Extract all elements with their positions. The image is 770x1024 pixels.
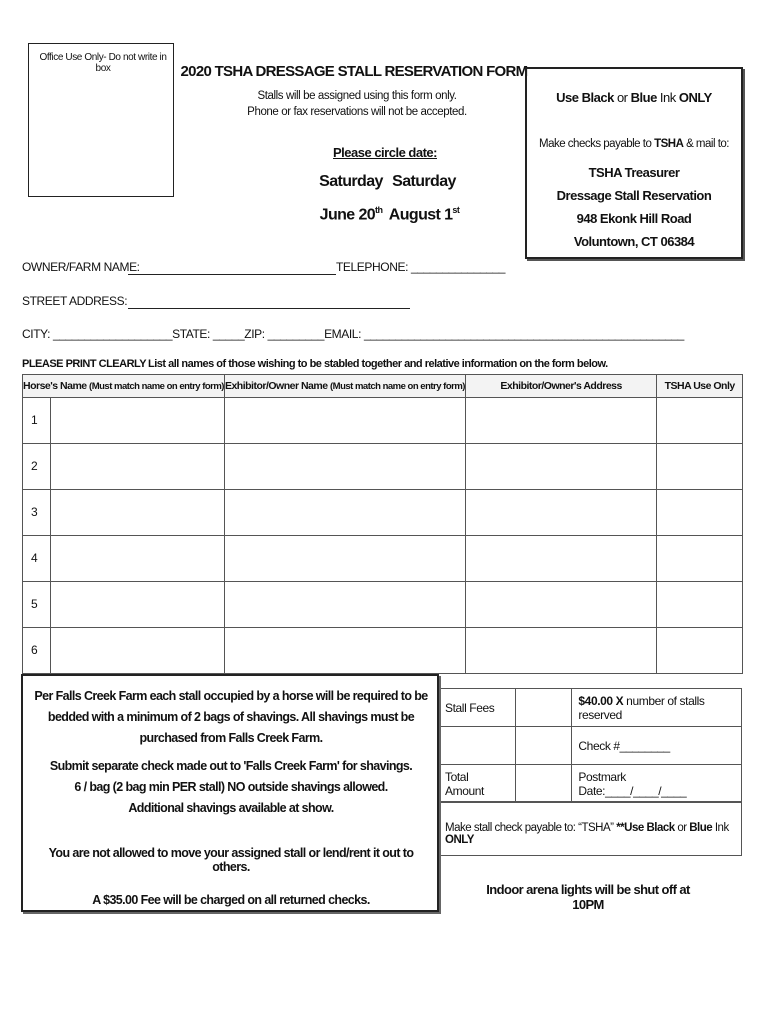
row-number-divider <box>50 444 51 489</box>
owner-farm-field[interactable] <box>128 274 336 275</box>
exhibitor-address-cell[interactable] <box>465 628 656 674</box>
date1-day: Saturday <box>319 173 383 190</box>
table-row <box>23 536 743 582</box>
date-option-june[interactable] <box>312 168 390 229</box>
exhibitor-address-cell[interactable] <box>465 582 656 628</box>
horse-name-cell[interactable] <box>23 582 225 628</box>
policy-line-b: 6 / bag (2 bag min PER stall) NO outside shavings allowed. <box>74 780 388 794</box>
table-row <box>23 582 743 628</box>
circle-date-label: Please circle date: <box>333 145 437 160</box>
shavings-policy-box <box>21 674 439 912</box>
address-line-3: 948 Ekonk Hill Road <box>576 211 692 226</box>
row-number: 3 <box>31 505 38 519</box>
date2-date: August 1st <box>388 205 460 224</box>
stall-fees-label: Stall Fees <box>439 689 516 727</box>
address-line-2: Dressage Stall Reservation <box>556 188 712 203</box>
fee-row-stall <box>439 689 742 727</box>
exhibitor-name-cell[interactable] <box>224 536 465 582</box>
row-number: 2 <box>31 459 38 473</box>
fee-row-check <box>439 727 742 765</box>
check-blank-2 <box>515 727 572 765</box>
exhibitor-address-cell[interactable] <box>465 490 656 536</box>
row-number: 1 <box>31 413 38 427</box>
policy-line-c: Additional shavings available at show. <box>128 801 334 815</box>
policy-returned-checks: A $35.00 Fee will be charged on all returned checks. <box>92 893 370 907</box>
horse-name-cell[interactable] <box>23 398 225 444</box>
date1-date: June 20th <box>319 205 383 224</box>
address-line-4: Voluntown, CT 06384 <box>573 234 695 249</box>
office-use-label: Office Use Only- Do not write in box <box>39 52 167 74</box>
total-amount-field[interactable] <box>515 765 572 803</box>
date-option-august[interactable] <box>384 168 464 229</box>
exhibitor-name-cell[interactable] <box>224 628 465 674</box>
row-number: 6 <box>31 643 38 657</box>
owner-farm-label: OWNER/FARM NAME: <box>22 260 140 274</box>
tsha-use-cell <box>657 444 743 490</box>
print-clearly-note: PLEASE PRINT CLEARLY <box>22 358 147 370</box>
stall-fees-price[interactable]: $40.00 X number of stalls reserved <box>572 689 742 727</box>
arena-lights-note: Indoor arena lights will be shut off at 10PM <box>486 882 690 912</box>
col-exhibitor-name: Exhibitor/Owner Name (Must match name on entry form) <box>224 375 465 398</box>
subtitle-line-2: Phone or fax reservations will not be accepted. <box>247 106 467 118</box>
city-state-zip-email-field[interactable]: CITY: ___________________STATE: _____ZIP: _________EMAIL: ___________________________________________________ <box>22 327 684 341</box>
exhibitor-address-cell[interactable] <box>465 444 656 490</box>
tsha-use-cell <box>657 398 743 444</box>
horse-name-cell[interactable] <box>23 628 225 674</box>
stall-check-note: Make stall check payable to: “TSHA” **Use Black or Blue Ink ONLY <box>438 801 742 856</box>
table-row <box>23 628 743 674</box>
horse-name-cell[interactable] <box>23 490 225 536</box>
exhibitor-name-cell[interactable] <box>224 398 465 444</box>
exhibitor-name-cell[interactable] <box>224 444 465 490</box>
row-number-divider <box>50 536 51 581</box>
horse-name-cell[interactable] <box>23 536 225 582</box>
row-number: 4 <box>31 551 38 565</box>
address-line-1: TSHA Treasurer <box>588 165 680 180</box>
mailing-address <box>525 161 743 253</box>
row-number-divider <box>50 628 51 673</box>
row-number: 5 <box>31 597 38 611</box>
row-number-divider <box>50 490 51 535</box>
postmark-date-field[interactable]: Postmark Date:____/____/____ <box>572 765 742 803</box>
date2-day: Saturday <box>392 173 456 190</box>
exhibitor-name-cell[interactable] <box>224 582 465 628</box>
col-horse-name: Horse's Name (Must match name on entry form) <box>23 375 225 398</box>
table-row <box>23 398 743 444</box>
street-address-field[interactable] <box>128 308 410 309</box>
policy-no-transfer: You are not allowed to move your assigned stall or lend/rent it out to others. <box>48 846 414 874</box>
tsha-use-cell <box>657 628 743 674</box>
horse-name-cell[interactable] <box>23 444 225 490</box>
tsha-use-cell <box>657 490 743 536</box>
tsha-use-cell <box>657 582 743 628</box>
subtitle-line-1: Stalls will be assigned using this form only. <box>257 90 457 102</box>
horse-table <box>22 374 743 674</box>
check-number-field[interactable]: Check #________ <box>572 727 742 765</box>
ink-instruction: Use Black or Blue Ink ONLY <box>556 90 712 105</box>
stall-fees-blank[interactable] <box>515 689 572 727</box>
table-row <box>23 490 743 536</box>
policy-separate-check <box>29 756 433 819</box>
telephone-field[interactable]: TELEPHONE: _______________ <box>336 260 506 274</box>
payable-instruction: Make checks payable to TSHA & mail to: <box>538 138 730 150</box>
fee-table <box>438 688 742 803</box>
form-title: 2020 TSHA DRESSAGE STALL RESERVATION FORM <box>180 63 528 80</box>
exhibitor-name-cell[interactable] <box>224 490 465 536</box>
form-subtitle <box>200 88 514 120</box>
row-number-divider <box>50 582 51 627</box>
col-exhibitor-address: Exhibitor/Owner's Address <box>465 375 656 398</box>
policy-line-a: Submit separate check made out to 'Falls Creek Farm' for shavings. <box>49 759 413 773</box>
check-blank-1 <box>439 727 516 765</box>
exhibitor-address-cell[interactable] <box>465 536 656 582</box>
tsha-use-cell <box>657 536 743 582</box>
exhibitor-address-cell[interactable] <box>465 398 656 444</box>
policy-shavings-required: Per Falls Creek Farm each stall occupied by a horse will be required to be bedded with a minimum of 2 bags of shavings. All shavings must be purchased from Falls Creek Farm. <box>34 689 428 745</box>
list-names-note: List all names of those wishing to be stabled together and relative information on the form below. <box>148 358 608 370</box>
street-address-label: STREET ADDRESS: <box>22 294 128 308</box>
table-row <box>23 444 743 490</box>
fee-row-total <box>439 765 742 803</box>
col-tsha-use: TSHA Use Only <box>657 375 743 398</box>
row-number-divider <box>50 398 51 443</box>
total-amount-label: Total Amount <box>439 765 516 803</box>
